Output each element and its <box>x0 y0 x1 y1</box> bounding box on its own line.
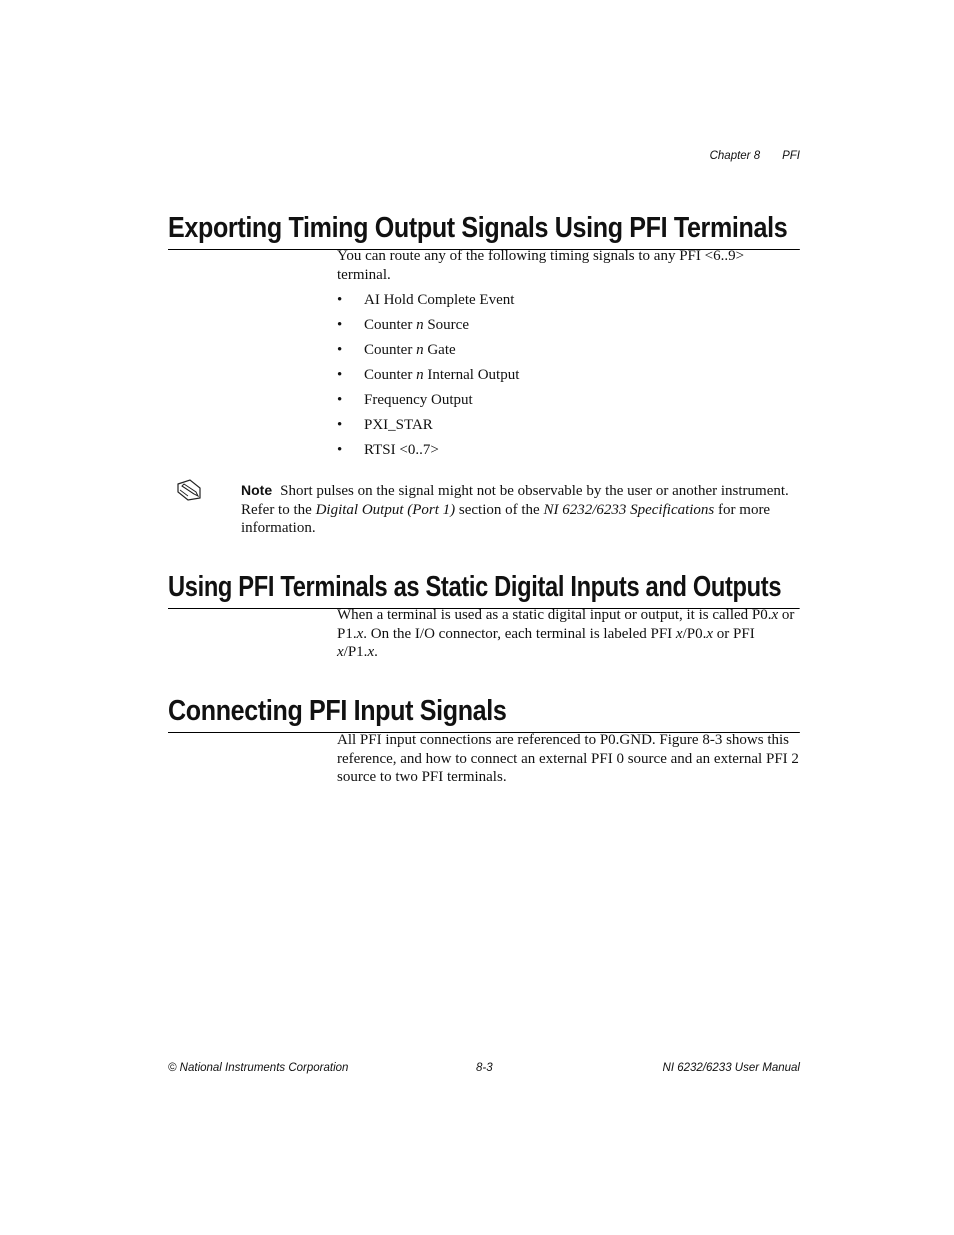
footer-copyright: © National Instruments Corporation <box>168 1062 349 1074</box>
reference-link-specifications: NI 6232/6233 Specifications <box>543 501 715 518</box>
list-item: • Frequency Output <box>337 392 473 408</box>
connecting-pfi-body: All PFI input connections are referenced to P0.GND. Figure 8-3 shows this reference, and how to connect an external PFI 0 source and an external PFI 2 source to two PFI terminals. <box>337 732 799 786</box>
footer-manual-title: NI 6232/6233 User Manual <box>662 1062 800 1074</box>
reference-link-digital-output: Digital Output (Port 1) <box>315 501 456 518</box>
timing-signal-list <box>337 291 519 466</box>
chapter-section-label: PFI <box>782 150 800 162</box>
section-title-static-digital: Using PFI Terminals as Static Digital Inputs and Outputs <box>168 571 800 609</box>
list-item: • RTSI <0..7> <box>337 442 439 458</box>
note-label: Note <box>241 482 273 498</box>
note-pencil-icon <box>176 478 204 502</box>
exporting-intro: You can route any of the following timing signals to any PFI <6..9> terminal. <box>337 248 745 283</box>
footer-page-number: 8-3 <box>476 1062 493 1074</box>
section-title-connecting-pfi: Connecting PFI Input Signals <box>168 695 800 733</box>
running-header <box>688 150 800 162</box>
list-item: • AI Hold Complete Event <box>337 292 515 308</box>
list-item: • Counter n Internal Output <box>337 367 520 383</box>
list-item: • Counter n Gate <box>337 342 456 358</box>
static-digital-body: When a terminal is used as a static digital input or output, it is called P0.x or P1.x. On the I/O connector, each terminal is labeled PFI x/P0.x or PFI x/P1.x. <box>337 607 795 661</box>
list-item: • PXI_STAR <box>337 417 433 433</box>
list-item: • Counter n Source <box>337 317 469 333</box>
section-title-exporting: Exporting Timing Output Signals Using PFI Terminals <box>168 212 800 250</box>
note-block: Note Short pulses on the signal might not be observable by the user or another instrument. Refer to the Digital Output (Port 1) section of the NI 6232/6233 Specifications for more information. <box>241 482 789 537</box>
chapter-label: Chapter 8 <box>709 150 761 162</box>
